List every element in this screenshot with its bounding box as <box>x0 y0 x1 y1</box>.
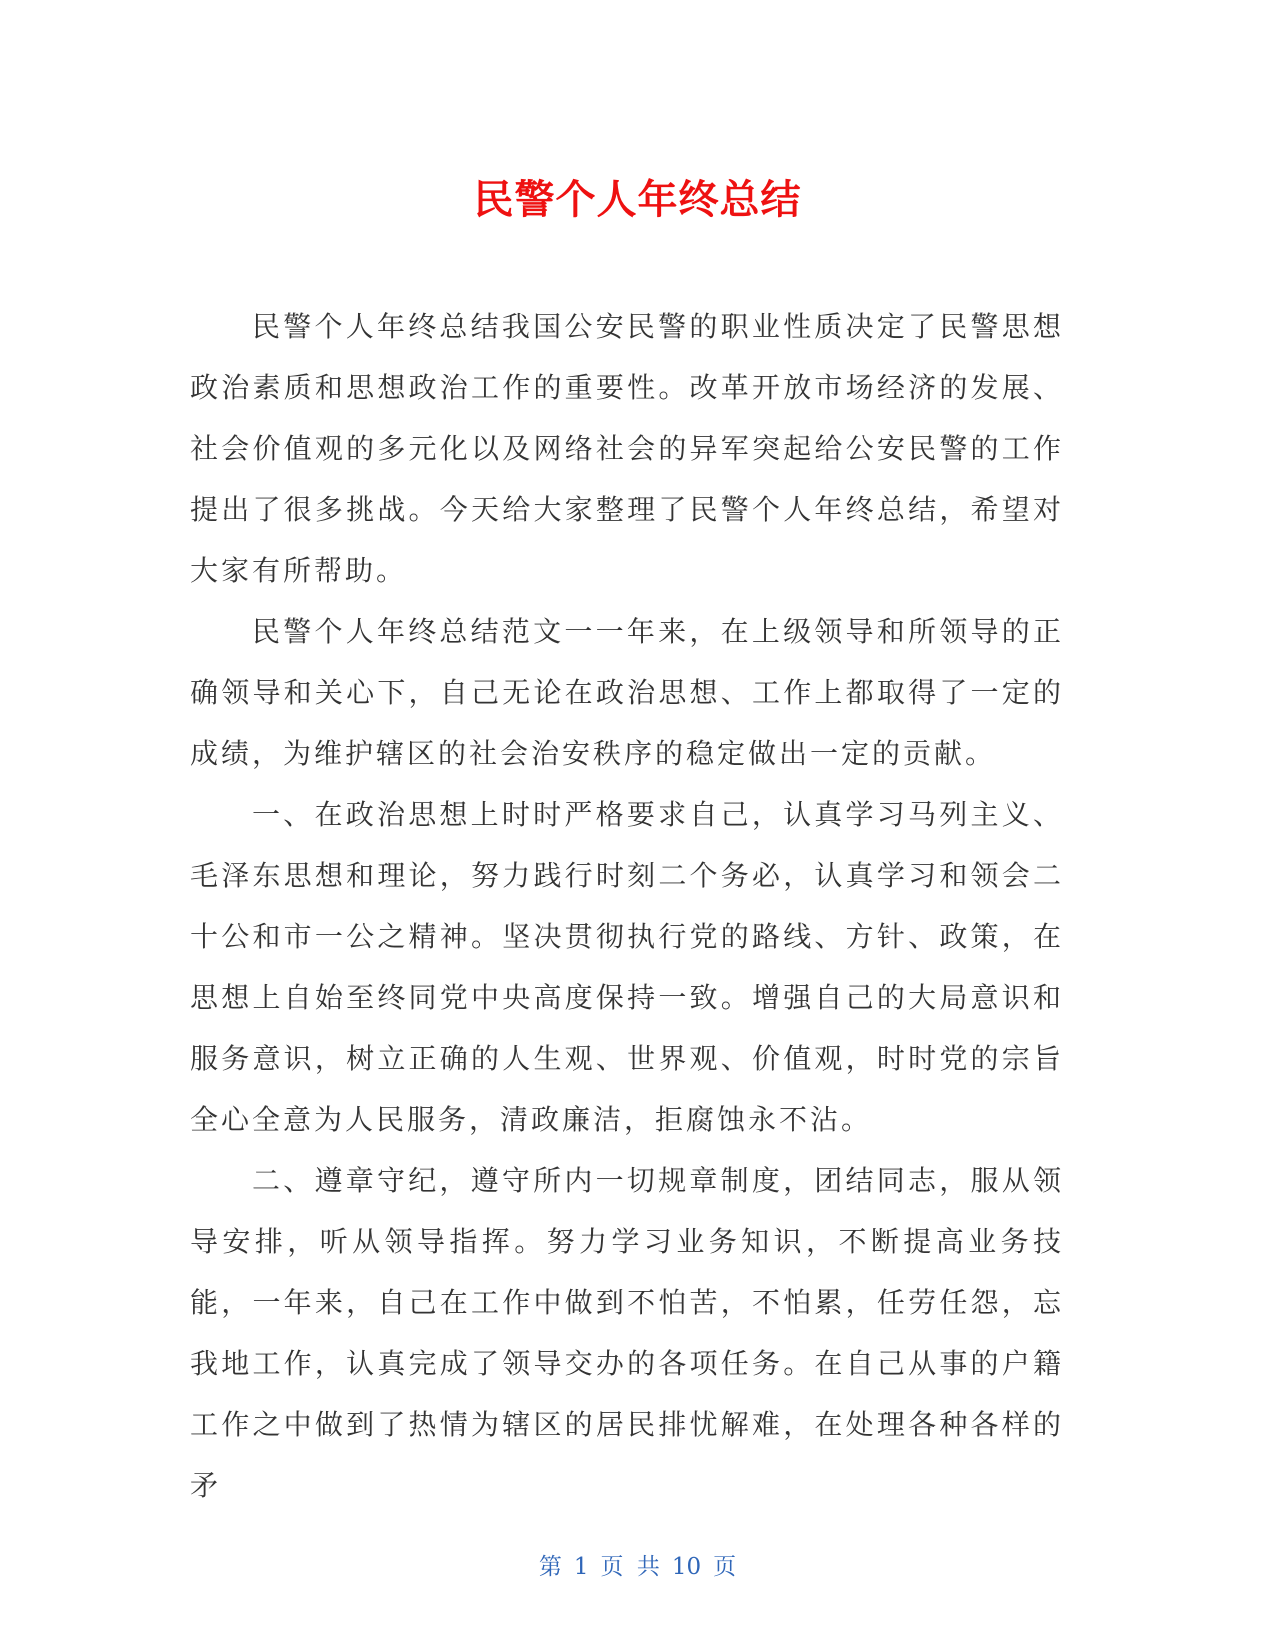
footer-prefix: 第 <box>538 1554 562 1580</box>
footer-page-number: 1 <box>573 1554 589 1580</box>
footer-middle: 页 共 <box>600 1554 660 1580</box>
footer-suffix: 页 <box>713 1554 737 1580</box>
footer-total-pages: 10 <box>671 1554 702 1580</box>
document-body <box>190 296 1064 1516</box>
page-footer <box>0 1548 1275 1581</box>
paragraph-intro: 民警个人年终总结我国公安民警的职业性质决定了民警思想政治素质和思想政治工作的重要性。改革开放市场经济的发展、社会价值观的多元化以及网络社会的异军突起给公安民警的工作提出了很多挑战。今天给大家整理了民警个人年终总结，希望对大家有所帮助。 <box>190 310 1064 587</box>
document-title: 民警个人年终总结 <box>473 177 802 223</box>
paragraph-section-one: 一、在政治思想上时时严格要求自己，认真学习马列主义、毛泽东思想和理论，努力践行时刻二个务必，认真学习和领会二十公和市一公之精神。坚决贯彻执行党的路线、方针、政策，在思想上自始至终同党中央高度保持一致。增强自己的大局意识和服务意识，树立正确的人生观、世界观、价值观，时时党的宗旨全心全意为人民服务，清政廉洁，拒腐蚀永不沾。 <box>190 798 1064 1136</box>
paragraph-sample-opening: 民警个人年终总结范文一一年来，在上级领导和所领导的正确领导和关心下，自己无论在政治思想、工作上都取得了一定的成绩，为维护辖区的社会治安秩序的稳定做出一定的贡献。 <box>190 615 1064 770</box>
paragraph-section-two: 二、遵章守纪，遵守所内一切规章制度，团结同志，服从领导安排，听从领导指挥。努力学习业务知识，不断提高业务技能，一年来，自己在工作中做到不怕苦，不怕累，任劳任怨，忘我地工作，认真完成了领导交办的各项任务。在自己从事的户籍工作之中做到了热情为辖区的居民排忧解难，在处理各种各样的矛 <box>190 1164 1064 1502</box>
